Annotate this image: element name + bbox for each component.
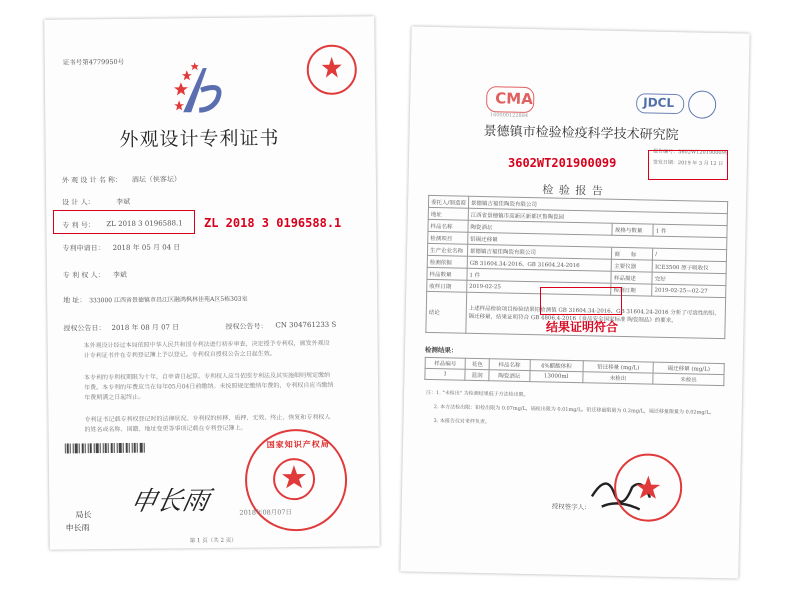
report-number-small: 报告编号：3602WT201900099 [653, 148, 729, 157]
ilac-logo-icon [688, 90, 717, 119]
report-number-highlight-box [648, 150, 728, 180]
body-paragraph-1: 本外观设计经过本局依照中华人民共和国专利法进行初步审查，决定授予专利权，颁发外观设计专利证书并在专利登记簿上予以登记。专利权自授权公告之日起生效。 [83, 339, 330, 360]
table-cell: 样品描述 [611, 271, 652, 284]
field-label-grant-no: 授权公告号： [225, 322, 268, 331]
body-paragraph-2: 本专利的专利权期限为十年，自申请日起算。专利权人应当依照专利法及其实施细则规定缴纳年费。本专利的年费应当在每年05月04日前缴纳。未按照规定缴纳年费的，专利权自应当缴纳年费期满之日起终止。 [83, 371, 334, 402]
field-label-designer: 设 计 人： [62, 198, 95, 207]
table-cell: 检测项目 [428, 231, 468, 244]
table-cell: ICE3500 原子吸收仪 [652, 260, 726, 274]
table-cell: 景德镇吉福佳陶瓷有限公司 [467, 244, 612, 259]
institute-name: 景德镇市检验检疫科学技术研究院 [483, 124, 679, 144]
field-label-design-name: 外 观 设 计 名 称： [61, 175, 123, 185]
body-paragraph-3: 专利证书记载专利权登记时的法律状况。专利权的转移、质押、无效、终止、恢复和专利权人的姓名或名称、国籍、地址变更等事项记载在专利登记簿上。 [84, 413, 331, 434]
report-number-callout: 3602WT201900099 [508, 156, 617, 170]
page-footer: 第 1 页（共 2 页） [189, 537, 237, 545]
director-name: 申长雨 [65, 523, 90, 533]
table-cell: 13000ml [529, 371, 583, 383]
table-cell: 铅镉迁移量 [468, 232, 727, 249]
conclusion-label: 结论 [426, 291, 467, 333]
table-cell: 未检出 [583, 372, 654, 384]
note-3: 3. 本报告仅对来样负责。 [433, 418, 490, 426]
field-value-patentee: 李斌 [112, 270, 127, 280]
field-label-grant-date: 授权公告日： [63, 324, 106, 333]
table-cell: 样品名称 [489, 359, 530, 371]
field-value-grant-date: 2018 年 08 月 07 日 [111, 323, 180, 333]
table-cell: 生产企业名称 [427, 243, 467, 256]
field-value-design-name: 酒坛（侠客坛） [131, 175, 181, 184]
jdcl-logo [636, 93, 684, 114]
table-cell: 铅迁移量 (mg/L) [583, 361, 654, 373]
patent-number-callout: ZL 2018 3 0196588.1 [204, 216, 342, 230]
cma-number: 160000122884 [489, 112, 529, 119]
note-2: 2. 本方法检出限：铅检出限为 0.07mg/L，镉检出限为 0.01mg/L。铅迁移量限量为 0.2mg/L，镉迁移量限量为 0.02mg/L。 [433, 404, 715, 416]
issue-date: 签发日期：2019 年 3 月 12 日 [652, 159, 724, 168]
certificate-number: 证书号第4779950号 [62, 57, 125, 67]
table-cell: 样品名称 [428, 219, 468, 232]
seal-star-icon [614, 453, 679, 518]
patent-number-highlight-box [53, 210, 195, 234]
table-cell: 1 件 [467, 268, 612, 283]
table-cell: 2019-02-25 [467, 280, 612, 295]
table-cell: 1 [425, 368, 466, 380]
conclusion-highlight-box [540, 287, 622, 315]
director-label: 局长 [75, 510, 92, 520]
cma-logo-text: CMA [495, 89, 533, 109]
field-value-filing-date: 2018 年 05 月 04 日 [112, 243, 181, 253]
top-seal [307, 44, 358, 95]
table-cell: 蓝润 [465, 369, 489, 380]
table-cell: 检测依据 [427, 255, 467, 268]
table-cell: 样品数量 [427, 267, 467, 280]
table-cell: 主要仪器 [612, 259, 653, 272]
field-value-patent-no: ZL 2018 3 0196588.1 [106, 219, 183, 229]
field-label-patentee: 专 利 权 人： [62, 271, 105, 280]
field-label-address: 地 址： [63, 296, 87, 305]
results-table [424, 357, 724, 386]
table-cell: 样品编号 [425, 357, 466, 369]
table-cell: 陶瓷酒坛 [468, 220, 613, 235]
table-cell: 完好 [652, 272, 726, 286]
table-cell: GB 31604.34-2016、GB 31604.24-2016 [467, 256, 612, 271]
seal-text: 国家知识产权局 [266, 438, 330, 450]
table-cell: 景德镇吉福佳陶瓷有限公司 [468, 196, 727, 213]
table-cell: 规格与数量 [612, 223, 653, 236]
jdcl-logo-text: JDCL [643, 95, 675, 111]
table-cell: 江西省景德镇市高新区新都区鲁陶瓷园 [468, 208, 727, 225]
field-value-designer: 李斌 [116, 197, 131, 206]
patent-certificate [44, 16, 380, 549]
table-cell: / [653, 248, 727, 262]
table-cell: 检测日期 [611, 283, 652, 296]
report-official-seal [613, 453, 682, 522]
table-cell: 收样日期 [427, 279, 467, 292]
seal-date: 2018年08月07日 [239, 508, 293, 517]
certificate-title: 外观设计专利证书 [119, 127, 280, 151]
table-cell: 委托人/制造商 [428, 195, 468, 208]
field-label-filing-date: 专利申请日： [62, 244, 105, 253]
table-cell: 陶瓷酒坛 [489, 370, 530, 382]
table-cell: 4%醋酸体积 [530, 360, 584, 372]
table-cell: 花色 [465, 358, 489, 369]
table-cell: 镉迁移量 (mg/L) [653, 362, 724, 374]
field-value-address: 333000 江西省景德镇市昌江区融鸿枫林佳苑A区5栋303室 [89, 295, 248, 305]
director-signature: 申长雨 [127, 486, 212, 517]
note-1: 注：1. "未检出" 为检测结果低于方法检出限。 [426, 389, 529, 399]
results-title: 检测结果： [424, 345, 458, 355]
seal-star-icon [307, 45, 353, 91]
cma-logo [486, 86, 535, 113]
sipo-emblem-icon [173, 60, 238, 121]
field-label-patent-no: 专 利 号： [62, 221, 95, 230]
barcode-icon [65, 443, 147, 454]
table-cell: 地址 [428, 207, 468, 220]
field-value-grant-no: CN 304761233 S [275, 320, 337, 330]
table-cell: 未检出 [653, 373, 724, 385]
pass-callout: 结果证明符合 [546, 320, 619, 334]
table-cell: 2019-02-25—02-27 [652, 284, 726, 298]
signer-label: 授权签字人： [551, 502, 591, 512]
table-cell: 商 标 [612, 247, 653, 260]
conclusion-text: 上述样品检验项目检验结果铅检测值 GB 31604.34-2016、GB 31604.24-2016 分析了可溶性的铅、镉迁移量，结果证明符合 GB 4806.4-2016《食品安全国家标准 陶瓷制品》的要求。 [466, 292, 726, 338]
report-title: 检 验 报 告 [542, 183, 604, 198]
table-cell: 1 件 [653, 224, 727, 238]
